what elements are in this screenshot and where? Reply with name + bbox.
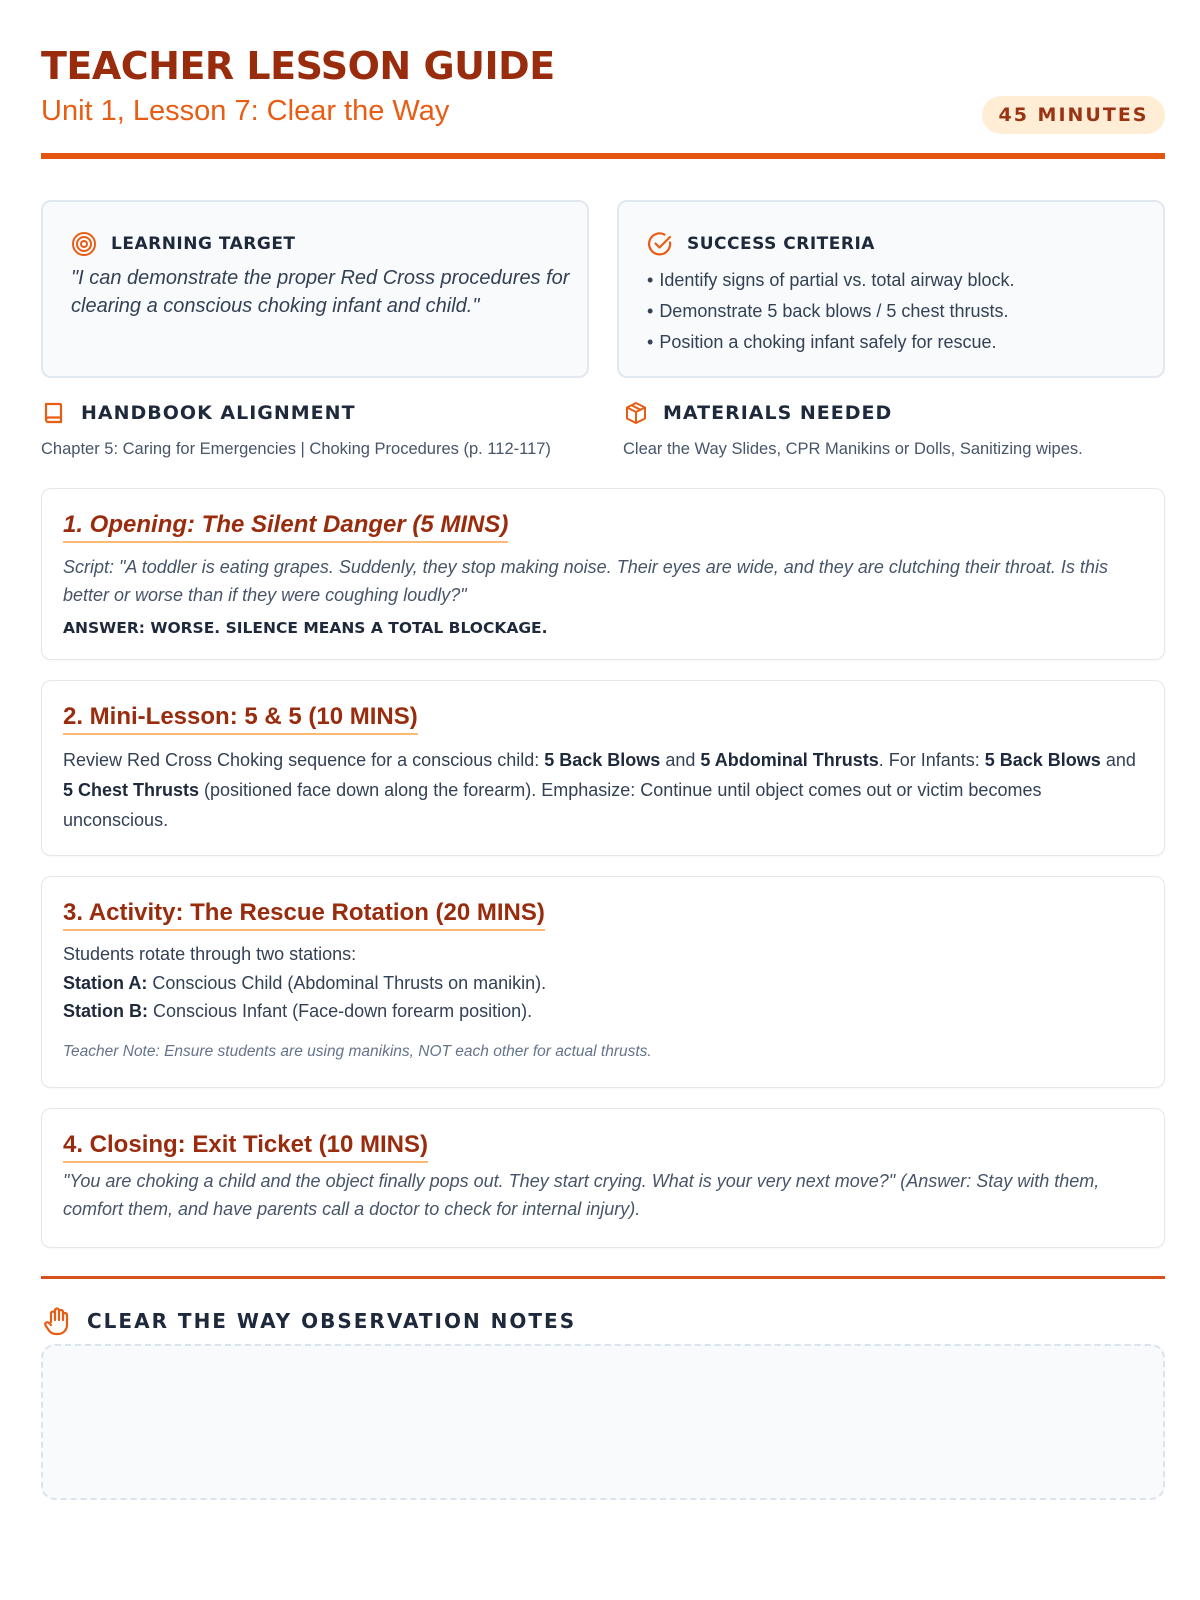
mini-lesson-text [63,745,1143,835]
header [41,40,1165,160]
page-title: TEACHER LESSON GUIDE [41,44,555,88]
teacher-note: Teacher Note: Ensure students are using manikins, NOT each other for actual thrusts. [63,1042,652,1060]
section-mini-lesson [41,680,1165,856]
emphasis: 5 Back Blows [984,750,1101,770]
list-item: • Identify signs of partial vs. total airway block. [647,265,1014,296]
success-criteria-list [647,265,1014,358]
section-opening [41,488,1165,660]
learning-target-card [41,200,589,378]
station-text: Conscious Infant (Face-down forearm position). [148,1001,533,1021]
lesson-guide-page [41,40,1165,1333]
closing-text: "You are choking a child and the object finally pops out. They start crying. What is your very next move?" (Answer: Stay with them, comfort them, and have parents call a doctor to check for internal injury). [63,1171,1100,1219]
station-a [63,969,1143,998]
observation-heading: CLEAR THE WAY OBSERVATION NOTES [87,1309,577,1333]
materials-heading: MATERIALS NEEDED [663,402,893,424]
check-circle-icon [647,231,673,257]
handbook-text: Chapter 5: Caring for Emergencies | Choking Procedures (p. 112-117) [41,440,551,458]
text-run: and [1100,750,1136,770]
header-divider [41,153,1165,159]
list-item: • Position a choking infant safely for rescue. [647,327,1014,358]
text-run: . For Infants: [878,750,985,770]
emphasis: 5 Abdominal Thrusts [700,750,879,770]
emphasis: 5 Back Blows [544,750,661,770]
text-run: and [660,750,701,770]
section-title: 4. Closing: Exit Ticket (10 MINS) [63,1130,428,1163]
emphasis: 5 Chest Thrusts [63,780,200,800]
section-body [63,553,1143,643]
station-b [63,997,1143,1026]
target-criteria-row [41,200,1165,378]
handbook-alignment [41,398,551,459]
opening-answer: ANSWER: WORSE. SILENCE MEANS A TOTAL BLOCKAGE. [63,619,548,637]
hand-icon [41,1304,75,1338]
meta-row [41,398,1165,468]
section-title: 3. Activity: The Rescue Rotation (20 MINS) [63,898,545,931]
duration-badge: 45 MINUTES [982,96,1165,134]
section-title: 2. Mini-Lesson: 5 & 5 (10 MINS) [63,702,418,735]
box-icon [623,400,649,426]
target-icon [71,231,97,257]
station-text: Conscious Child (Abdominal Thrusts on manikin). [147,972,547,993]
activity-intro: Students rotate through two stations: [63,944,357,964]
section-activity [41,876,1165,1088]
lesson-subtitle: Unit 1, Lesson 7: Clear the Way [41,95,450,127]
activity-body [63,940,1143,1066]
station-label: Station B: [63,1001,148,1021]
success-criteria-heading: SUCCESS CRITERIA [687,234,875,254]
section-title: 1. Opening: The Silent Danger (5 MINS) [63,510,508,543]
observation-notes-box[interactable] [41,1344,1165,1500]
handbook-heading: HANDBOOK ALIGNMENT [81,402,356,424]
materials-header [623,398,1083,428]
observation-header [41,1304,576,1338]
success-criteria-header [647,231,875,257]
handbook-header [41,398,551,428]
materials-needed [623,398,1083,459]
text-run: Review Red Cross Choking sequence for a conscious child: [63,750,545,770]
success-criteria-card [617,200,1165,378]
materials-text: Clear the Way Slides, CPR Manikins or Dolls, Sanitizing wipes. [623,440,1083,458]
notes-divider [41,1276,1165,1279]
learning-target-text: "I can demonstrate the proper Red Cross procedures for clearing a conscious choking infant and child." [71,267,570,317]
list-item: • Demonstrate 5 back blows / 5 chest thrusts. [647,296,1014,327]
text-run: (positioned face down along the forearm). Emphasize: Continue until object comes out or victim becomes unconscious. [63,780,1042,830]
book-icon [41,400,67,426]
opening-script: Script: "A toddler is eating grapes. Suddenly, they stop making noise. Their eyes are wide, and they are clutching their throat. Is this better or worse than if they were coughing loudly?" [63,557,1108,605]
learning-target-header [71,231,296,257]
station-label: Station A: [63,972,148,993]
learning-target-heading: LEARNING TARGET [111,234,296,254]
section-closing [41,1108,1165,1248]
